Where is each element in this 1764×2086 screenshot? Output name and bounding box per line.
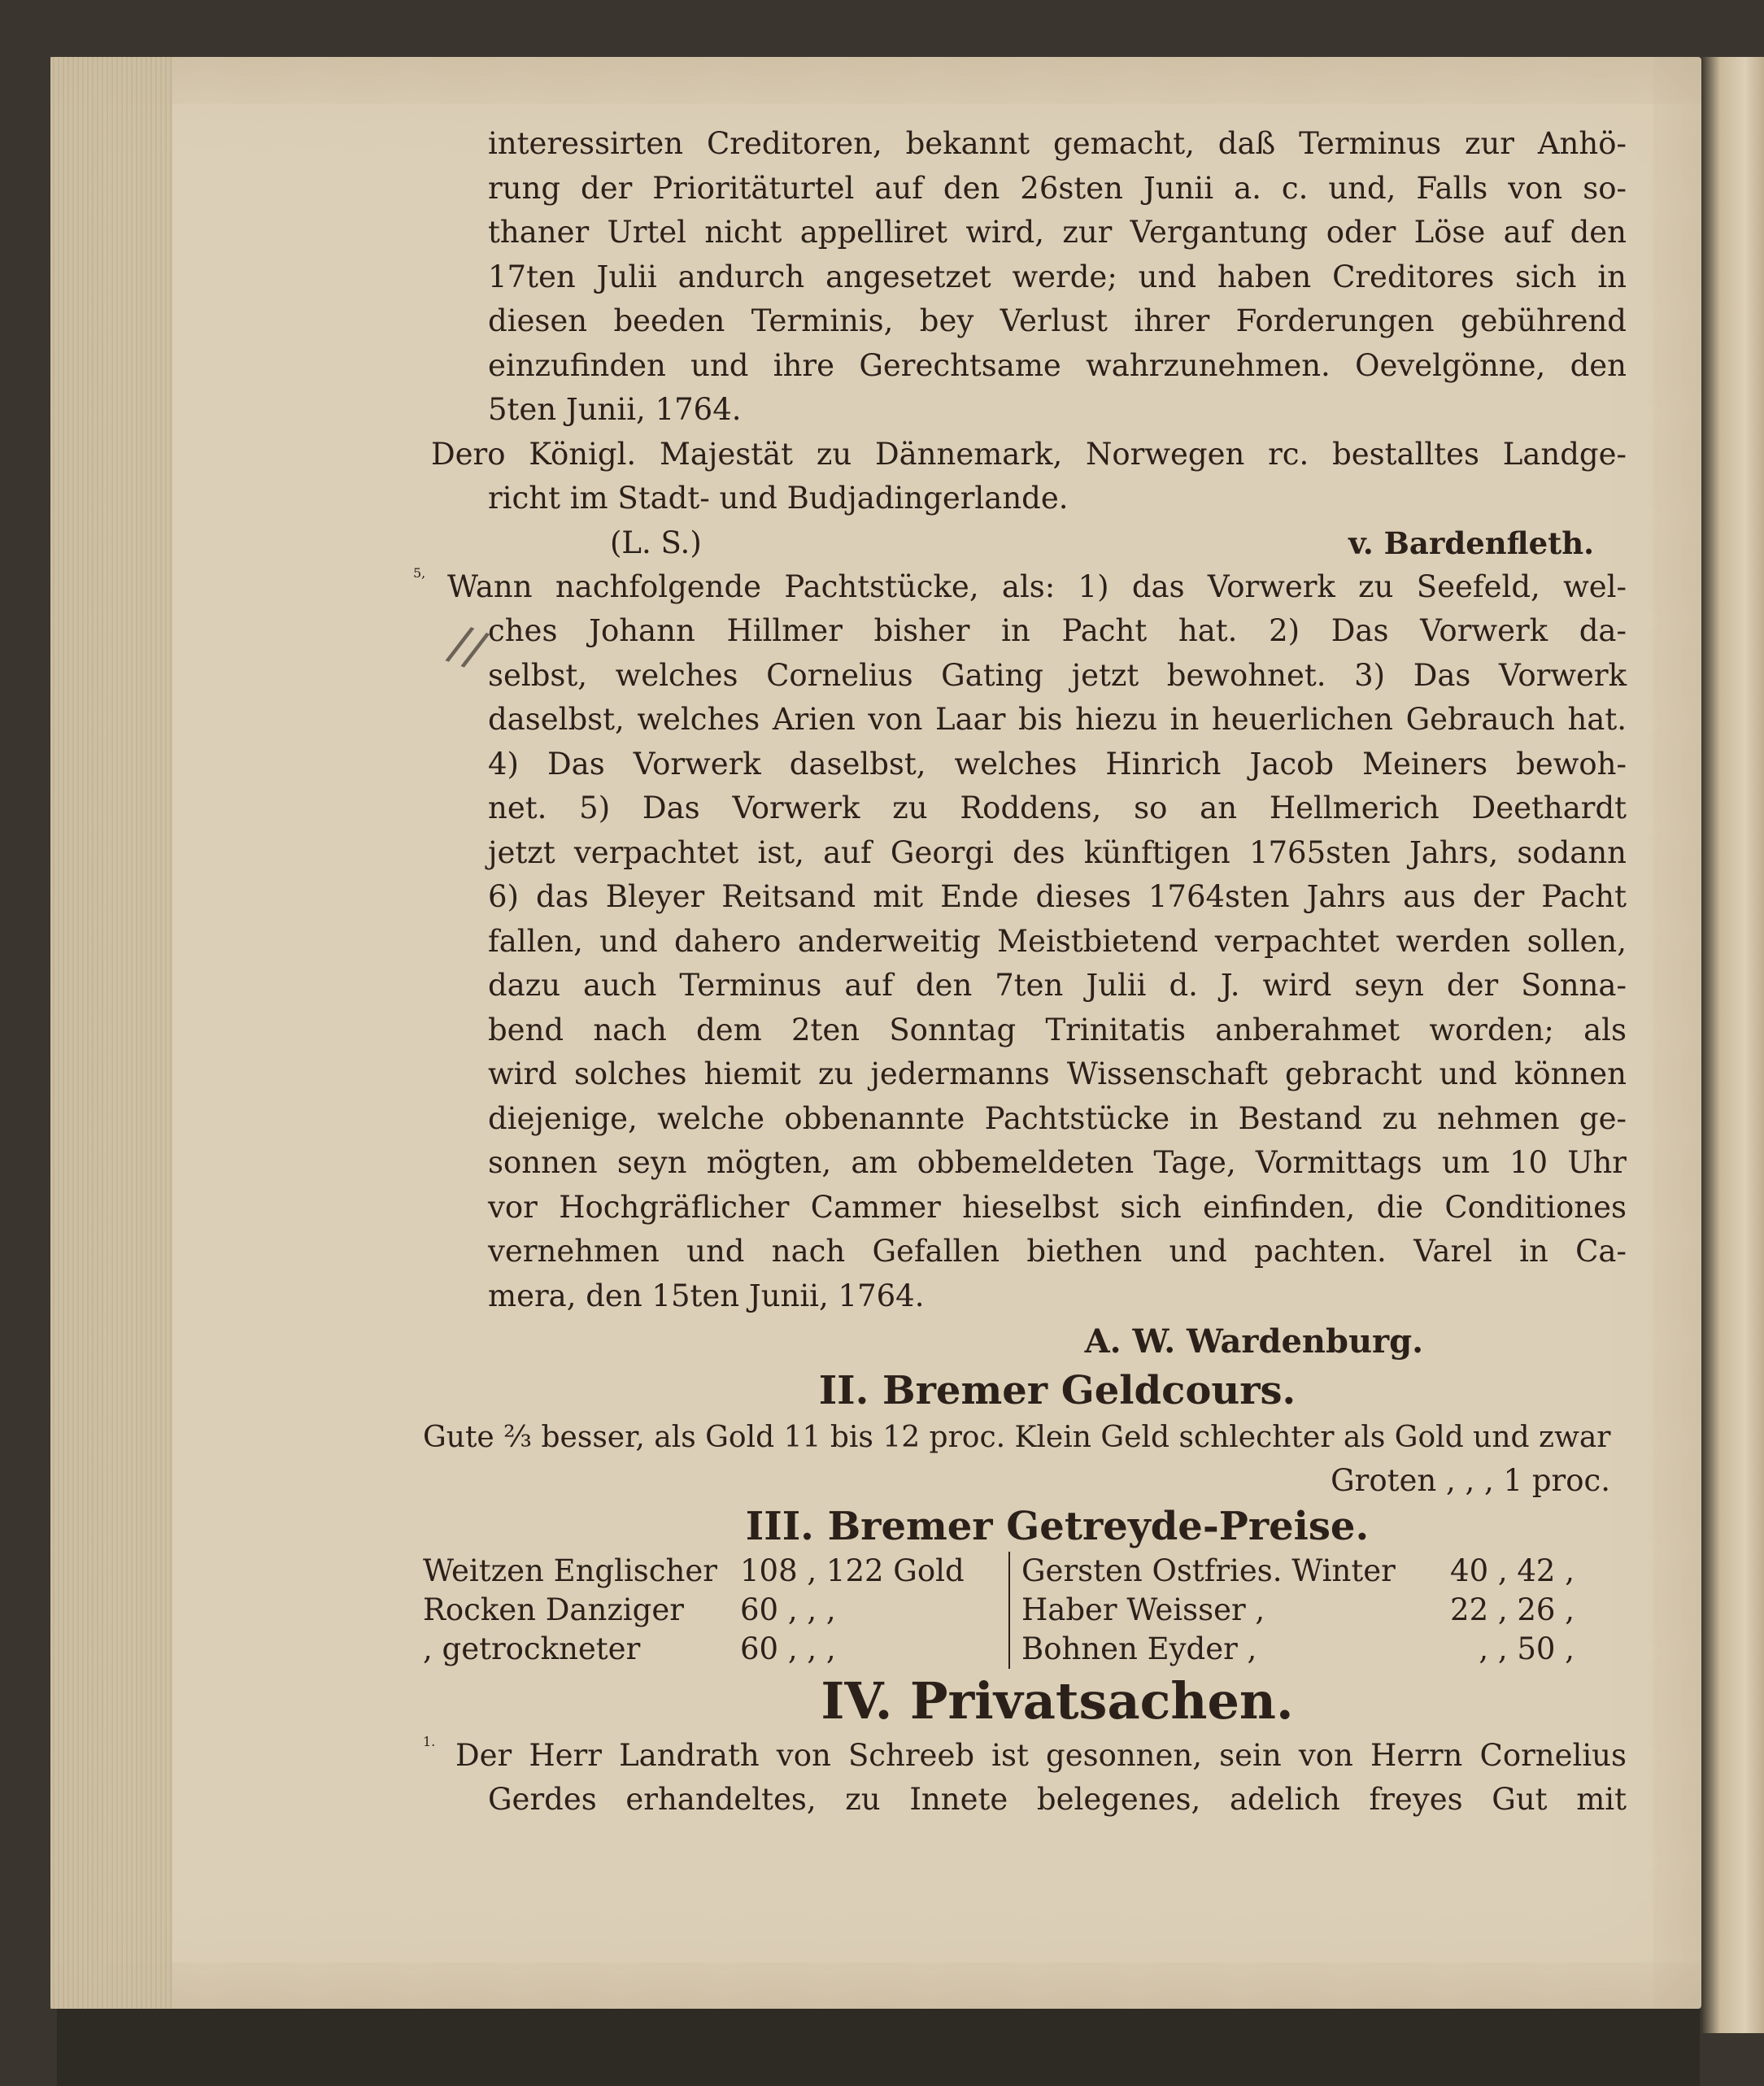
grain-price-table	[423, 1552, 1586, 1669]
text-line: bend nach dem 2ten Sonntag Trinitatis anberahmet worden; als	[488, 1012, 1627, 1047]
page-text	[413, 122, 1627, 1823]
pencil-mark: //	[442, 614, 494, 679]
table-row	[423, 1591, 1586, 1630]
text-line: thaner Urtel nicht appelliret wird, zur Vergantung oder Löse auf den	[488, 215, 1627, 250]
text-line: 6) das Bleyer Reitsand mit Ende dieses 1764sten Jahrs aus der Pacht	[488, 879, 1627, 914]
text-line: selbst, welches Cornelius Gating jetzt bewohnet. 3) Das Vorwerk	[488, 657, 1627, 693]
text-line: diejenige, welche obbenannte Pachtstücke in Bestand zu nehmen ge-	[488, 1100, 1627, 1136]
text-line: jetzt verpachtet ist, auf Georgi des künftigen 1765sten Jahrs, sodann	[488, 834, 1627, 870]
text-line: Gerdes erhandeltes, zu Innete belegenes, adelich freyes Gut mit	[488, 1782, 1627, 1817]
text-line: ches Johann Hillmer bisher in Pacht hat. 2) Das Vorwerk da-	[488, 613, 1627, 648]
text-line: net. 5) Das Vorwerk zu Roddens, so an Hellmerich Deethardt	[488, 790, 1627, 825]
text-line: vernehmen und nach Gefallen biethen und pachten. Varel in Ca-	[488, 1234, 1627, 1269]
text-line: sonnen seyn mögten, am obbemeldeten Tage, Vormittags um 10 Uhr	[488, 1145, 1627, 1180]
text-line: fallen, und dahero anderweitig Meistbietend verpachtet werden sollen,	[488, 923, 1627, 959]
text-line: wird solches hiemit zu jedermanns Wissenschaft gebracht und können	[488, 1056, 1627, 1091]
section-heading: II. Bremer Geldcours.	[818, 1368, 1296, 1413]
grain-name: Bohnen Eyder ,	[1021, 1631, 1257, 1666]
issuer-line: Dero Königl. Majestät zu Dännemark, Norwegen rc. bestalltes Landge-	[431, 436, 1627, 472]
table-row	[423, 1630, 1586, 1669]
grain-price: 108 , 122 Gold	[740, 1552, 1010, 1591]
text-line: diesen beeden Terminis, bey Verlust ihrer Forderungen gebührend	[488, 303, 1627, 338]
item-5	[413, 564, 1627, 1366]
item-number: 1.	[423, 1733, 436, 1749]
text-line: daselbst, welches Arien von Laar bis hiezu in heuerlichen Gebrauch hat.	[488, 702, 1627, 737]
issuer-line: richt im Stadt- und Budjadingerlande.	[488, 481, 1069, 516]
text-line: 5ten Junii, 1764.	[488, 392, 742, 427]
private-item-1	[423, 1733, 1627, 1823]
text-line: mera, den 15ten Junii, 1764.	[488, 1278, 925, 1313]
grain-price: 22 , 26 ,	[1450, 1592, 1575, 1627]
grain-name: Rocken Danziger	[423, 1592, 684, 1627]
grain-price: , , 50 ,	[1479, 1631, 1575, 1666]
signature: A. W. Wardenburg.	[1084, 1322, 1423, 1361]
section-heading: IV. Privatsachen.	[821, 1670, 1294, 1731]
scan-background	[57, 2009, 1700, 2086]
grain-name: , getrockneter	[423, 1631, 641, 1666]
paragraph-1	[431, 122, 1627, 565]
grain-name: Gersten Ostfries. Winter	[1021, 1553, 1396, 1588]
facing-page-edge	[1701, 57, 1764, 2033]
exchange-line: Gute ⅔ besser, als Gold 11 bis 12 proc. Klein Geld schlechter als Gold und zwar	[423, 1421, 1611, 1454]
text-line: interessirten Creditoren, bekannt gemacht, daß Terminus zur Anhö-	[488, 126, 1627, 161]
item-number: 5,	[413, 564, 426, 581]
section-heading: III. Bremer Getreyde-Preise.	[745, 1503, 1370, 1549]
grain-price: 60 , , ,	[740, 1591, 1010, 1630]
text-line: einzufinden und ihre Gerechtsame wahrzunehmen. Oevelgönne, den	[488, 347, 1627, 383]
signature: v. Bardenfleth.	[1348, 525, 1594, 561]
text-line: Wann nachfolgende Pachtstücke, als: 1) das Vorwerk zu Seefeld, wel-	[447, 568, 1627, 604]
page-stack-edge	[50, 57, 172, 2009]
grain-price: 60 , , ,	[740, 1630, 1010, 1669]
text-line: dazu auch Terminus auf den 7ten Julii d. J. wird seyn der Sonna-	[488, 968, 1627, 1003]
signature-row	[488, 521, 1627, 565]
exchange-line: Groten , , , 1 proc.	[1331, 1462, 1610, 1498]
text-line: Der Herr Landrath von Schreeb ist gesonnen, sein von Herrn Cornelius	[455, 1737, 1627, 1773]
table-row	[423, 1552, 1586, 1591]
text-line: 4) Das Vorwerk daselbst, welches Hinrich Jacob Meiners bewoh-	[488, 746, 1627, 782]
seal-mark: (L. S.)	[610, 525, 702, 560]
grain-name: Weitzen Englischer	[423, 1553, 717, 1588]
text-line: vor Hochgräflicher Cammer hieselbst sich einfinden, die Conditiones	[488, 1189, 1627, 1225]
text-line: rung der Prioritäturtel auf den 26sten Junii a. c. und, Falls von so-	[488, 170, 1627, 206]
grain-price: 40 , 42 ,	[1450, 1553, 1575, 1588]
grain-name: Haber Weisser ,	[1021, 1592, 1265, 1627]
text-line: 17ten Julii andurch angesetzet werde; und haben Creditores sich in	[488, 259, 1627, 294]
